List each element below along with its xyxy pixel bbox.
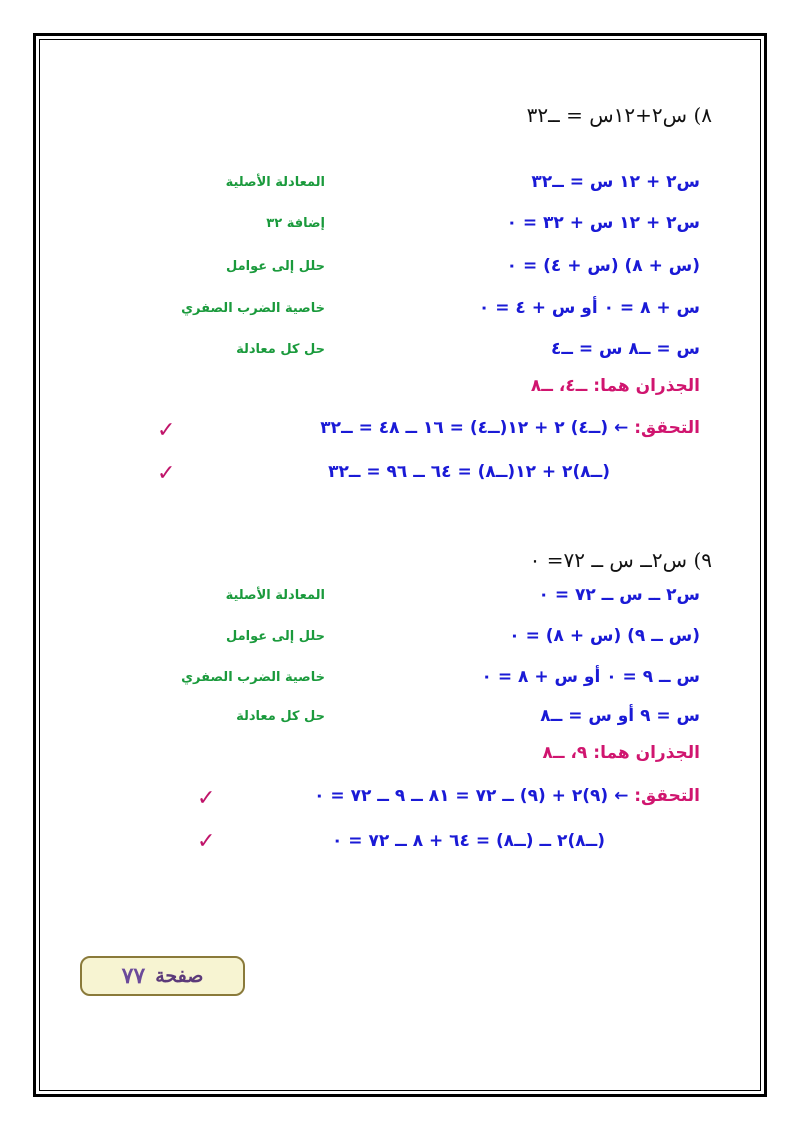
p9-step-3-label: خاصية الضرب الصفري: [181, 670, 325, 685]
p9-step-2-label: حلل إلى عوامل: [226, 629, 325, 644]
p8-check-2-expr: (ــ٨)٢ + ١٢(ــ٨) = ٦٤ ــ ٩٦ = ــ٣٢: [328, 462, 610, 482]
p9-step-4-expr: س = ٩ أو س = ــ٨: [540, 706, 700, 726]
p9-roots-value: ٩، ــ٨: [542, 743, 588, 763]
p9-step-1-label: المعادلة الأصلية: [225, 588, 325, 603]
p8-roots: [531, 376, 700, 396]
p9-step-1-expr: س٢ ــ س ــ ٧٢ = ٠: [538, 585, 700, 605]
p8-check-1-tick-icon: ✓: [157, 418, 176, 443]
p8-step-4-expr: س + ٨ = ٠ أو س + ٤ = ٠: [478, 298, 700, 318]
page-number: ٧٧: [121, 963, 146, 989]
p9-check-1: [314, 786, 700, 806]
p8-check-1: [320, 418, 700, 438]
p9-step-4-label: حل كل معادلة: [236, 709, 325, 724]
p9-check-2-tick-icon: ✓: [197, 829, 216, 854]
p8-step-2-label: إضافة ٣٢: [266, 216, 325, 231]
p8-step-5-label: حل كل معادلة: [236, 342, 325, 357]
p8-step-2-expr: س٢ + ١٢ س + ٣٢ = ٠: [506, 213, 700, 233]
p9-step-3-expr: س ــ ٩ = ٠ أو س + ٨ = ٠: [481, 667, 700, 687]
p9-roots: [543, 743, 700, 763]
p8-step-4-label: خاصية الضرب الصفري: [181, 301, 325, 316]
p8-step-3-expr: (س + ٨) (س + ٤) = ٠: [506, 256, 700, 276]
page-label: صفحة: [155, 965, 204, 987]
problem-9-heading: ٩) س٢ــ س ــ ٧٢= ٠: [529, 548, 712, 572]
p9-check-1-tick-icon: ✓: [197, 786, 216, 811]
problem-8-heading: ٨) س٢+١٢س = ــ٣٢: [526, 103, 712, 127]
p9-check-label: التحقق:: [634, 786, 700, 806]
p9-check-2-expr: (ــ٨)٢ ــ (ــ٨) = ٦٤ + ٨ ــ ٧٢ = ٠: [331, 831, 605, 851]
p9-roots-label: الجذران هما:: [593, 743, 700, 763]
p9-step-2-expr: (س ــ ٩) (س + ٨) = ٠: [509, 626, 700, 646]
p8-step-5-expr: س = ــ٨ س = ــ٤: [550, 339, 700, 359]
p9-check-1-expr: ← (٩)٢ + (٩) ــ ٧٢ = ٨١ ــ ٩ ــ ٧٢ = ٠: [314, 786, 629, 806]
p8-step-1-label: المعادلة الأصلية: [225, 175, 325, 190]
page-number-badge: [80, 956, 245, 996]
p8-check-label: التحقق:: [634, 418, 700, 438]
p8-check-1-expr: ← (ــ٤) ٢ + ١٢(ــ٤) = ١٦ ــ ٤٨ = ــ٣٢: [320, 418, 629, 438]
p8-step-3-label: حلل إلى عوامل: [226, 259, 325, 274]
p8-check-2-tick-icon: ✓: [157, 461, 176, 486]
p8-step-1-expr: س٢ + ١٢ س = ــ٣٢: [531, 172, 700, 192]
p8-roots-value: ــ٤، ــ٨: [530, 376, 588, 396]
p8-roots-label: الجذران هما:: [593, 376, 700, 396]
